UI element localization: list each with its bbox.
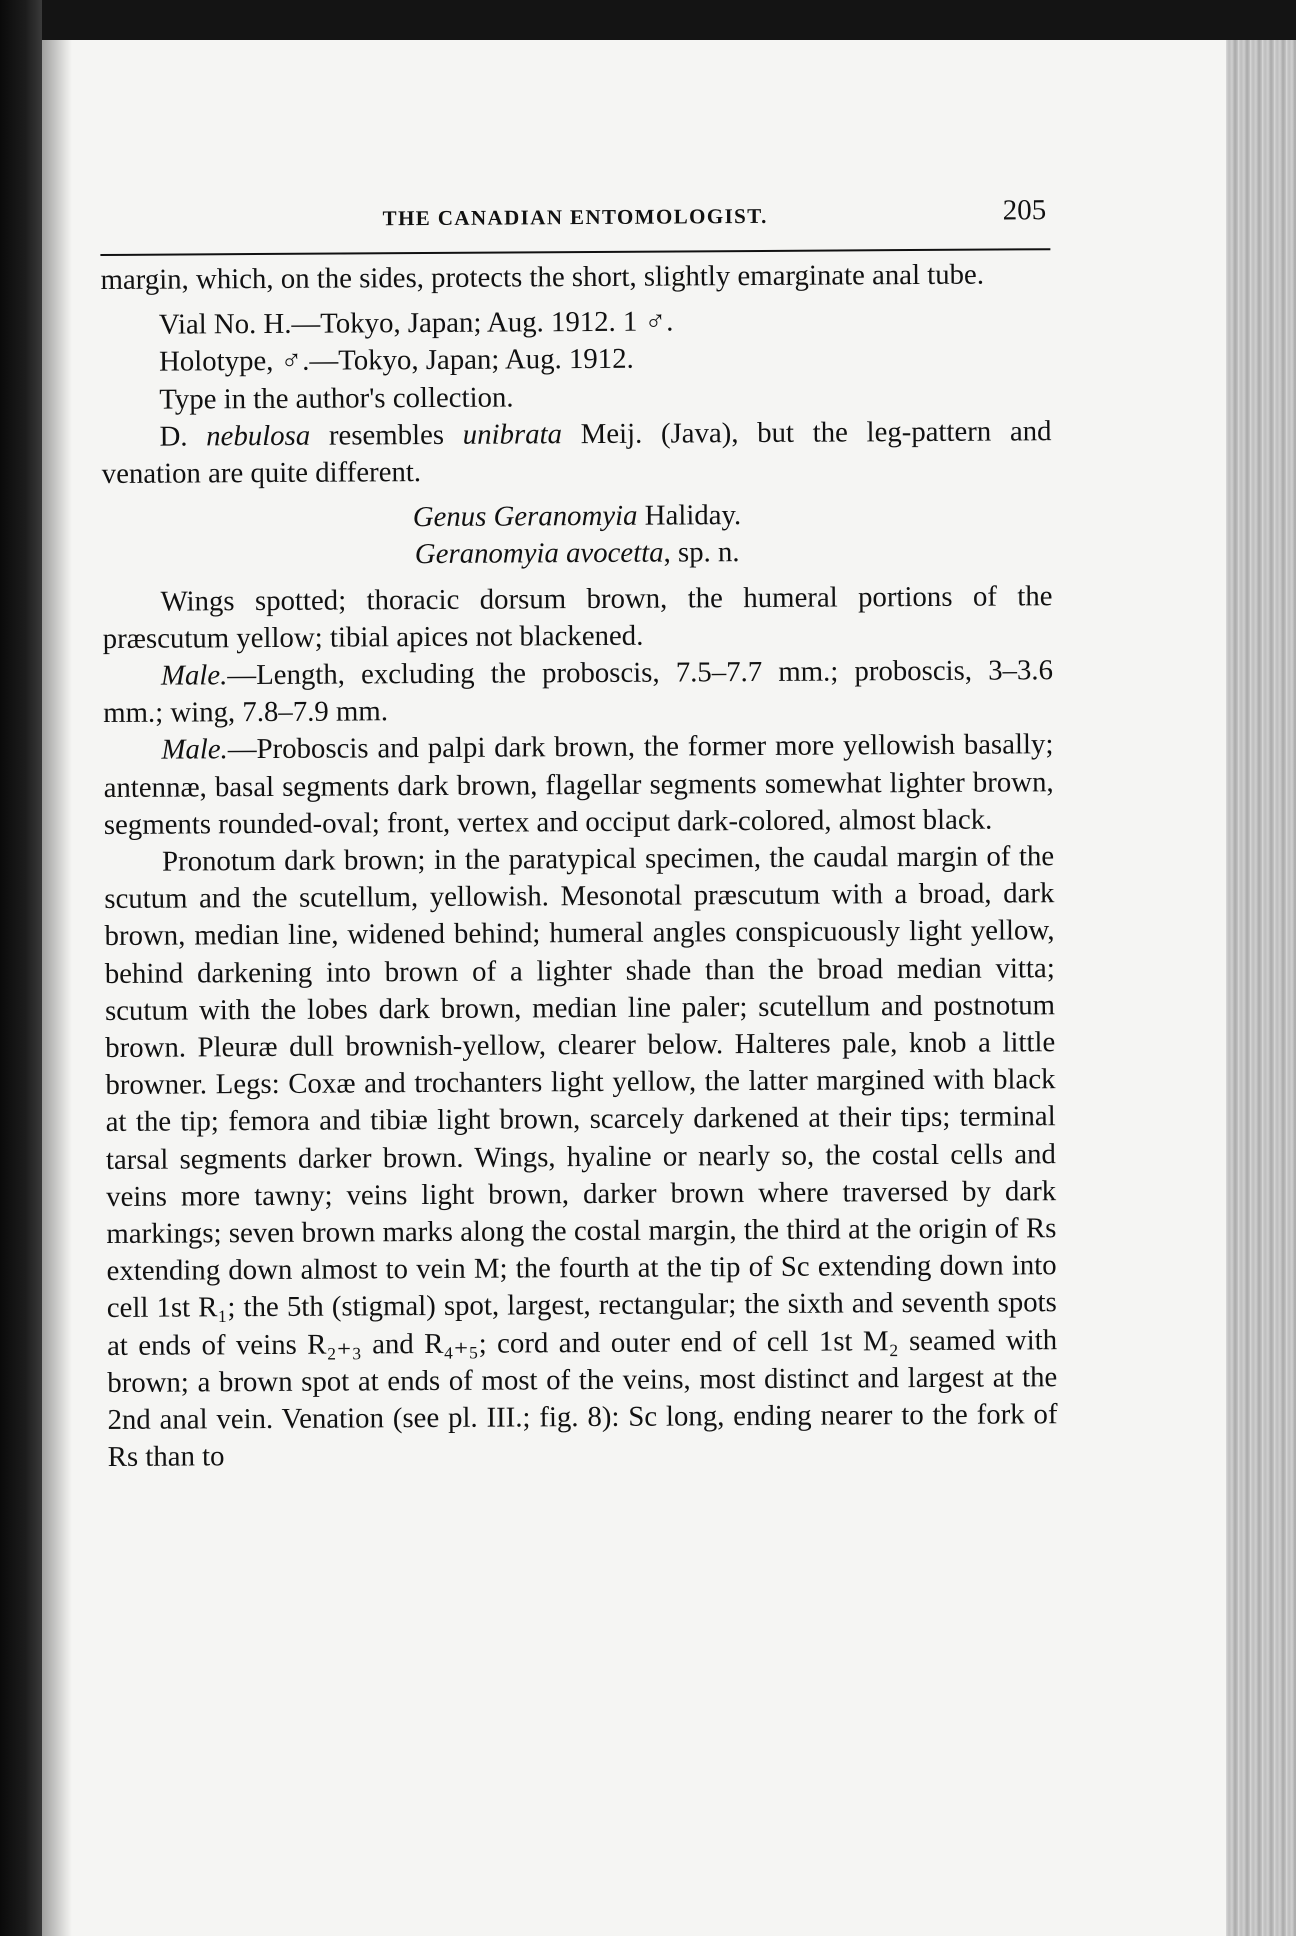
- paragraph-holotype: Holotype, ♂.—Tokyo, Japan; Aug. 1912.: [158, 343, 634, 379]
- head-description: —Proboscis and palpi dark brown, the former more yellowish basally; antennæ, basal segments dark brown, flagellar segments somewhat lighter brown, segments rounded-oval; front, vertex and occiput dark-colored, almost black.: [103, 728, 1054, 841]
- scan-top-border: [0, 0, 1296, 40]
- genus-heading-author: Haliday.: [644, 499, 742, 532]
- page-content: [100, 184, 1058, 1476]
- male-label: Male.: [160, 659, 228, 692]
- species-heading-status: , sp. n.: [663, 536, 740, 569]
- page-header: [100, 184, 1050, 256]
- species-heading: [102, 533, 1052, 576]
- species-heading-name: Geranomyia avocetta: [414, 536, 664, 571]
- paragraph-head: [103, 727, 1054, 844]
- paragraph-comparison: [101, 413, 1051, 493]
- measurements-text: —Length, excluding the proboscis, 7.5–7.7 mm.; proboscis, 3–3.6 mm.; wing, 7.8–7.9 mm.: [103, 654, 1054, 730]
- genus-abbrev: D.: [159, 420, 188, 453]
- paragraph-measurements: [103, 652, 1053, 732]
- comparison-rest: Meij. (Java), but the leg-pattern and venation are quite different.: [101, 415, 1052, 491]
- genus-heading: [102, 495, 1052, 538]
- paragraph-thorax: Pronotum dark brown; in the paratypical specimen, the caudal margin of the scutum and the scutellum, yellowish. Mesonotal præscutum with a broad, dark brown, median line, widened behind; humeral angles conspicuously light yellow, behind darkening into brown of a lighter shade than the broad median vitta; scutum with the lobes dark brown, median line paler; scutellum and postnotum brown. Pleuræ dull brownish-yellow, clearer below. Halteres pale, knob a little browner. Legs: Coxæ and trochanters light yellow, the latter margined with black at the tip; femora and tibiæ light brown, scarcely darkened at their tips; terminal tarsal segments darker brown. Wings, hyaline or nearly so, the costal cells and veins more tawny; veins light brown, darker brown where traversed by dark markings; seven brown marks along the costal margin, the third at the origin of Rs extending down almost to vein M; the fourth at the tip of Sc extending down into cell 1st R₁; the 5th (stigmal) spot, largest, rectangular; the sixth and seventh spots at ends of veins R₂₊₃ and R₄₊₅; cord and outer end of cell 1st M₂ seamed with brown; a brown spot at ends of most of the veins, most distinct and largest at the 2nd anal vein. Venation (see pl. III.; fig. 8): Sc long, ending nearer to the fork of Rs than to: [104, 840, 1058, 1474]
- species-name-nebulosa: nebulosa: [206, 419, 311, 453]
- page-number: 205: [1002, 194, 1047, 227]
- paragraph-vial: Vial No. H.—Tokyo, Japan; Aug. 1912. 1 ♂.: [158, 305, 674, 341]
- species-name-unibrata: unibrata: [462, 417, 563, 451]
- paragraph-continuation: margin, which, on the sides, protects the short, slightly emarginate anal tube.: [100, 258, 985, 296]
- gutter-shadow: [42, 40, 72, 1936]
- paragraph-diagnosis: Wings spotted; thoracic dorsum brown, the humeral portions of the præscutum yellow; tibial apices not blackened.: [102, 579, 1053, 655]
- male-label-2: Male.: [161, 733, 228, 767]
- genus-heading-name: Genus Geranomyia: [412, 499, 638, 534]
- page-edges: [1226, 40, 1296, 1936]
- paragraph-type: Type in the author's collection.: [159, 381, 514, 416]
- comparison-verb: resembles: [328, 418, 445, 452]
- running-head: THE CANADIAN ENTOMOLOGIST.: [382, 203, 768, 231]
- scan-left-border: [0, 0, 42, 1936]
